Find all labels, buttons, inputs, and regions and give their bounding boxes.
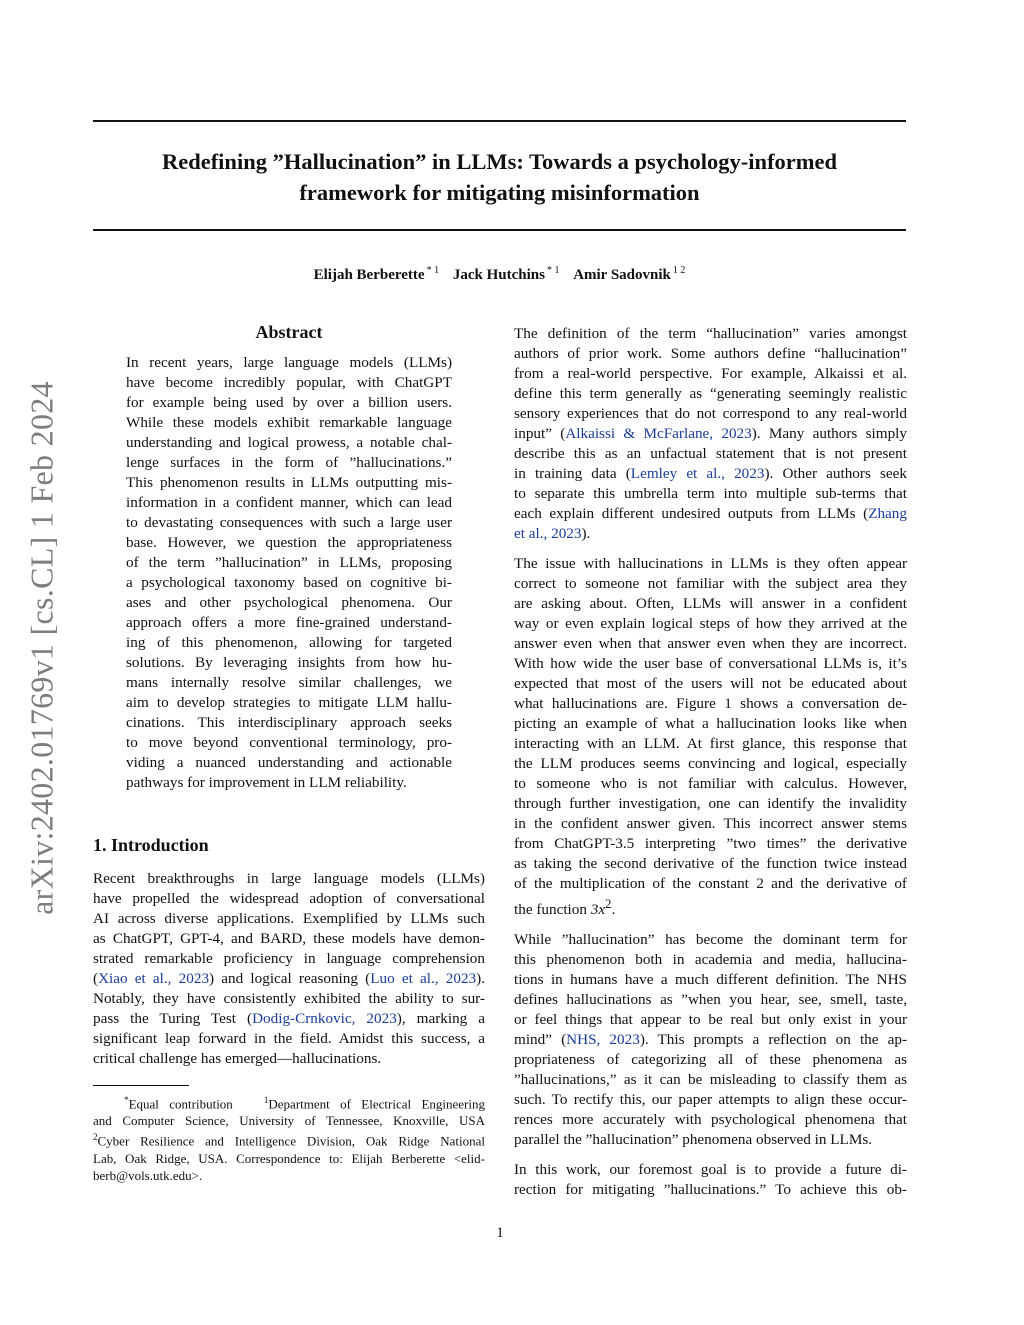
text-line: to someone who is not familiar with calculus. However, <box>514 775 907 792</box>
text-line: way or even explain logical steps of how they arrived at the <box>514 615 907 632</box>
abstract-line: While these models exhibit remarkable language <box>126 414 452 431</box>
math-exponent: 2 <box>605 897 612 911</box>
page-number: 1 <box>496 1225 504 1241</box>
title-top-rule <box>93 120 906 122</box>
author-name: Elijah Berberette <box>313 267 425 283</box>
footnote-line: berb@vols.utk.edu>. <box>93 1167 203 1183</box>
text-line: Recent breakthroughs in large language models (LLMs) <box>93 870 485 887</box>
footnotes <box>93 1092 485 1184</box>
footnote-mark: 1 <box>263 1095 269 1105</box>
paragraph-hallucination-issue <box>514 554 907 920</box>
abstract-line: ing of this phenomenon, allowing for targeted <box>126 634 452 651</box>
text-line: rences more accurately with psychological phenomena that <box>514 1111 907 1129</box>
citation-link[interactable]: Dodig-Crnkovic, 2023 <box>252 1010 397 1027</box>
text-line: of the multiplication of the constant 2 and the derivative of <box>514 875 907 892</box>
footnote-text: Cyber Resilience and Intelligence Division, Oak Ridge National <box>97 1133 485 1149</box>
abstract-line: information in a confident manner, which can lead <box>126 494 452 511</box>
right-column <box>514 324 907 1210</box>
text-line: defines hallucinations as ”when you hear, see, smell, taste, <box>514 991 907 1009</box>
text-line: or feel things that appear to be real but only exist in your <box>514 1011 907 1029</box>
intro-paragraph-1 <box>93 869 485 1069</box>
text-line <box>514 424 907 444</box>
author-list <box>93 265 906 284</box>
text-fragment: ), marking a <box>396 1010 485 1027</box>
author-affiliation: * 1 <box>426 265 440 276</box>
abstract-line: base. However, we question the appropriateness <box>126 534 452 551</box>
text-fragment: ). <box>476 970 485 987</box>
text-line: AI across diverse applications. Exemplified by LLMs such <box>93 910 485 927</box>
footnote-text: Equal contribution <box>128 1096 233 1112</box>
footnote-mark: * <box>124 1095 129 1105</box>
footnote-line: and Computer Science, University of Tennessee, Knoxville, USA <box>93 1113 485 1129</box>
footnote-divider <box>93 1085 189 1086</box>
text-line <box>93 969 485 989</box>
abstract-heading: Abstract <box>255 322 323 342</box>
text-line: to separate this umbrella term into multiple sub-terms that <box>514 485 907 502</box>
text-line: interacting with an LLM. At first glance, this response that <box>514 735 907 752</box>
text-line: parallel the ”hallucination” phenomena observed in LLMs. <box>514 1131 873 1149</box>
paper-title <box>93 146 906 208</box>
section-heading-introduction: 1. Introduction <box>93 835 209 855</box>
author-1 <box>314 267 439 283</box>
text-fragment: in training data ( <box>514 465 631 482</box>
text-line: from a real-world perspective. For example, Alkaissi et al. <box>514 365 907 382</box>
text-line: describe this as an unfactual statement that is not present <box>514 445 907 462</box>
text-line <box>514 894 907 920</box>
text-line: strated remarkable proficiency in language comprehension <box>93 950 485 967</box>
abstract-line: for example being used by over a billion users. <box>126 394 452 411</box>
footnote-mark: 2 <box>93 1132 98 1143</box>
text-line <box>514 524 907 544</box>
abstract-line: viding a nuanced understanding and actionable <box>126 754 452 771</box>
abstract-line: understanding and logical prowess, a notable chal- <box>126 434 452 451</box>
citation-link[interactable]: Xiao et al., 2023 <box>98 970 210 987</box>
text-line: this phenomenon both in academia and media, hallucina- <box>514 951 907 969</box>
abstract-line: of the term ”hallucination” in LLMs, proposing <box>126 554 452 571</box>
text-line: The issue with hallucinations in LLMs is they often appear <box>514 555 907 572</box>
abstract-line: to devastating consequences with such a large user <box>126 514 452 531</box>
paragraph-hallucination-definition <box>514 324 907 544</box>
text-line: as ChatGPT, GPT-4, and BARD, these models have demon- <box>93 930 485 947</box>
text-line: sensory experiences that do not correspond to any real-world <box>514 405 907 422</box>
text-fragment: pass the Turing Test ( <box>93 1010 253 1027</box>
text-line: correct to someone not familiar with the subject area they <box>514 575 907 592</box>
text-line: are asking about. Often, LLMs will answer in a confident <box>514 595 907 612</box>
paragraph-goal <box>514 1160 907 1200</box>
abstract-line: ases and other psychological phenomena. Our <box>126 594 452 611</box>
citation-link[interactable]: et al., 2023 <box>514 525 582 542</box>
title-line-2: framework for mitigating misinformation <box>299 180 700 205</box>
text-fragment: ). <box>581 525 591 542</box>
author-name: Jack Hutchins <box>452 267 545 283</box>
text-fragment: each explain different undesired outputs from LLMs ( <box>514 505 869 522</box>
footnote-line: Lab, Oak Ridge, USA. Correspondence to: Elijah Berberette <elid- <box>93 1150 485 1166</box>
text-line <box>514 1030 907 1050</box>
text-fragment: ). Other authors seek <box>764 465 907 482</box>
abstract-line: cinations. This interdisciplinary approach seeks <box>126 714 452 731</box>
citation-link[interactable]: Lemley et al., 2023 <box>630 465 765 482</box>
text-line: propriateness of categorizing all of these phenomena as <box>514 1051 907 1069</box>
text-line: While ”hallucination” has become the dominant term for <box>514 931 907 949</box>
text-line <box>93 1009 485 1029</box>
text-line: With how wide the user base of conversational LLMs is, it’s <box>514 655 907 672</box>
text-line: what hallucinations are. Figure 1 shows a conversation de- <box>514 695 907 712</box>
arxiv-identifier-stamp: arXiv:2402.01769v1 [cs.CL] 1 Feb 2024 <box>23 381 60 915</box>
author-affiliation: 1 2 <box>672 265 686 276</box>
text-line <box>514 504 907 524</box>
text-line: critical challenge has emerged—hallucinations. <box>93 1050 382 1067</box>
math-expression: 3x <box>590 901 606 919</box>
text-line: the LLM produces seems convincing and logical, especially <box>514 755 907 772</box>
text-line: tions in humans have a much different definition. The NHS <box>514 971 907 989</box>
abstract-line: solutions. By leveraging insights from how hu- <box>126 654 452 671</box>
citation-link[interactable]: Luo et al., 2023 <box>370 970 477 987</box>
text-line: picting an example of what a hallucination looks like when <box>514 715 907 732</box>
text-line: through further investigation, one can identify the invalidity <box>514 795 907 812</box>
text-line: expected that most of the users will not be educated about <box>514 675 907 692</box>
text-fragment: ) and logical reasoning ( <box>209 970 371 987</box>
text-line: ”hallucinations,” as it can be misleading to classify them as <box>514 1071 907 1089</box>
text-line: The definition of the term “hallucination” varies amongst <box>514 325 907 342</box>
citation-link[interactable]: NHS, 2023 <box>566 1031 640 1049</box>
citation-link[interactable]: Zhang <box>868 505 907 522</box>
footnote-text: Department of Electrical Engineering <box>268 1096 485 1112</box>
author-affiliation: * 1 <box>546 265 560 276</box>
abstract-line: lenge surfaces in the form of ”hallucinations.” <box>126 454 452 471</box>
author-3 <box>573 267 685 283</box>
text-line: rection for mitigating ”hallucinations.” To achieve this ob- <box>514 1181 907 1199</box>
text-fragment: mind” ( <box>514 1031 567 1049</box>
text-line: have propelled the widespread adoption of conversational <box>93 890 485 907</box>
abstract-line: approach offers a more fine-grained understand- <box>126 614 452 631</box>
text-line: from ChatGPT-3.5 interpreting ”two times” the derivative <box>514 835 907 852</box>
abstract-line: mans internally resolve similar challenges, we <box>126 674 452 691</box>
text-line: as taking the second derivative of the function twice instead <box>514 855 907 872</box>
abstract-body <box>126 353 452 793</box>
text-fragment: input” ( <box>514 425 566 442</box>
text-line: significant leap forward in the field. Amidst this success, a <box>93 1030 485 1047</box>
footnote-line <box>93 1129 485 1149</box>
author-name: Amir Sadovnik <box>573 267 671 283</box>
abstract-line: This phenomenon results in LLMs outputting mis- <box>126 474 452 491</box>
title-bottom-rule <box>93 229 906 231</box>
text-line: In this work, our foremost goal is to provide a future di- <box>514 1161 907 1179</box>
footnote-line <box>93 1092 485 1112</box>
left-column <box>93 320 485 1184</box>
text-fragment: ). This prompts a reflection on the ap- <box>639 1031 907 1049</box>
abstract-line: a psychological taxonomy based on cognitive bi- <box>126 574 452 591</box>
citation-link[interactable]: Alkaissi & McFarlane, 2023 <box>565 425 752 442</box>
abstract-line: aim to develop strategies to mitigate LLM hallu- <box>126 694 452 711</box>
author-2 <box>453 267 560 283</box>
text-line: in the confident answer given. This incorrect answer stems <box>514 815 907 832</box>
text-fragment: ( <box>93 970 99 987</box>
text-line: answer even when that answer even when they are incorrect. <box>514 635 907 652</box>
text-fragment: . <box>611 901 616 919</box>
text-line: define this term generally as “generating seemingly realistic <box>514 385 907 402</box>
text-line: authors of prior work. Some authors define “hallucination” <box>514 345 907 362</box>
abstract-line: have become incredibly popular, with ChatGPT <box>126 374 452 391</box>
text-line: Notably, they have consistently exhibited the ability to sur- <box>93 990 485 1007</box>
text-fragment: the function <box>514 901 591 919</box>
title-line-1: Redefining ”Hallucination” in LLMs: Towards a psychology-informed <box>161 149 838 174</box>
abstract-line: pathways for improvement in LLM reliability. <box>126 774 407 791</box>
text-fragment: ). Many authors simply <box>751 425 907 442</box>
text-line: such. To rectify this, our paper attempts to align these occur- <box>514 1091 907 1109</box>
abstract-line: In recent years, large language models (LLMs) <box>126 354 452 371</box>
text-line <box>514 464 907 484</box>
abstract-line: to move beyond conventional terminology, pro- <box>126 734 452 751</box>
paragraph-nhs-definition <box>514 930 907 1150</box>
